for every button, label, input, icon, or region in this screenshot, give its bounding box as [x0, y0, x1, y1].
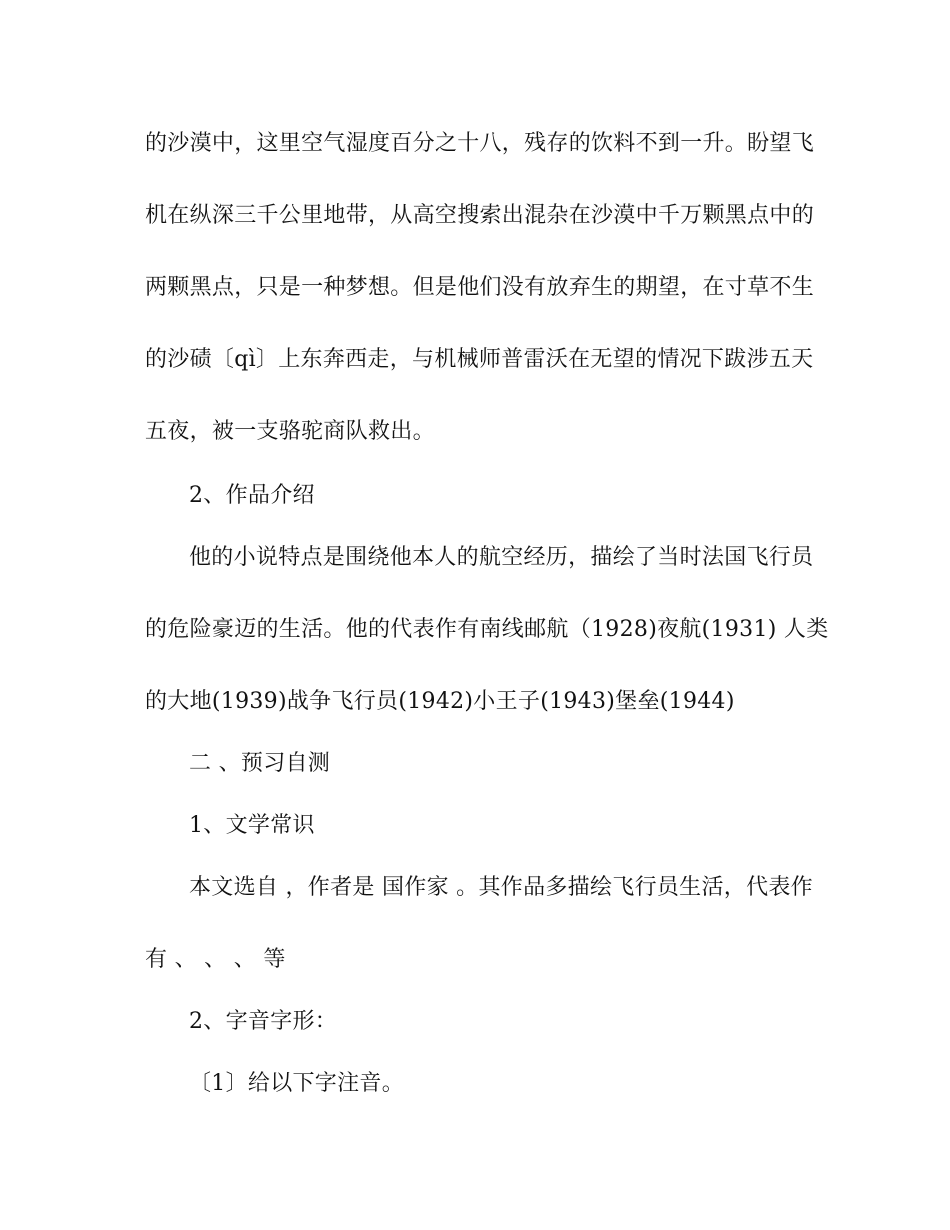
paragraph-line-8: 的大地(1939)战争飞行员(1942)小王子(1943)堡垒(1944): [145, 689, 735, 714]
paragraph-line-5: 五夜，被一支骆驼商队救出。: [145, 419, 435, 444]
subsection-heading-pronunciation: 2、字音字形：: [189, 1009, 338, 1034]
exercise-instruction: 〔1〕给以下字注音。: [189, 1071, 404, 1096]
paragraph-line-4: 的沙碛〔qì〕上东奔西走，与机械师普雷沃在无望的情况下跋涉五天: [145, 347, 814, 372]
paragraph-line-2: 机在纵深三千公里地带，从高空搜索出混杂在沙漠中千万颗黑点中的: [145, 203, 815, 228]
paragraph-line-3: 两颗黑点，只是一种梦想。但是他们没有放弃生的期望，在寸草不生: [145, 275, 815, 300]
section-heading-preview-test: 二 、预习自测: [189, 751, 331, 776]
subsection-heading-literary-knowledge: 1、文学常识: [189, 813, 315, 838]
paragraph-line-1: 的沙漠中，这里空气湿度百分之十八，残存的饮料不到一升。盼望飞: [145, 131, 815, 156]
exercise-line-2: 有 、 、 、 等: [145, 947, 286, 972]
paragraph-line-7: 的危险豪迈的生活。他的代表作有南线邮航（1928)夜航(1931) 人类: [145, 617, 829, 642]
section-heading-work-intro: 2、作品介绍: [189, 483, 315, 508]
exercise-line-1: 本文选自 ，作者是 国作家 。其作品多描绘飞行员生活，代表作: [189, 875, 813, 900]
paragraph-line-6: 他的小说特点是围绕他本人的航空经历，描绘了当时法国飞行员: [189, 545, 814, 570]
